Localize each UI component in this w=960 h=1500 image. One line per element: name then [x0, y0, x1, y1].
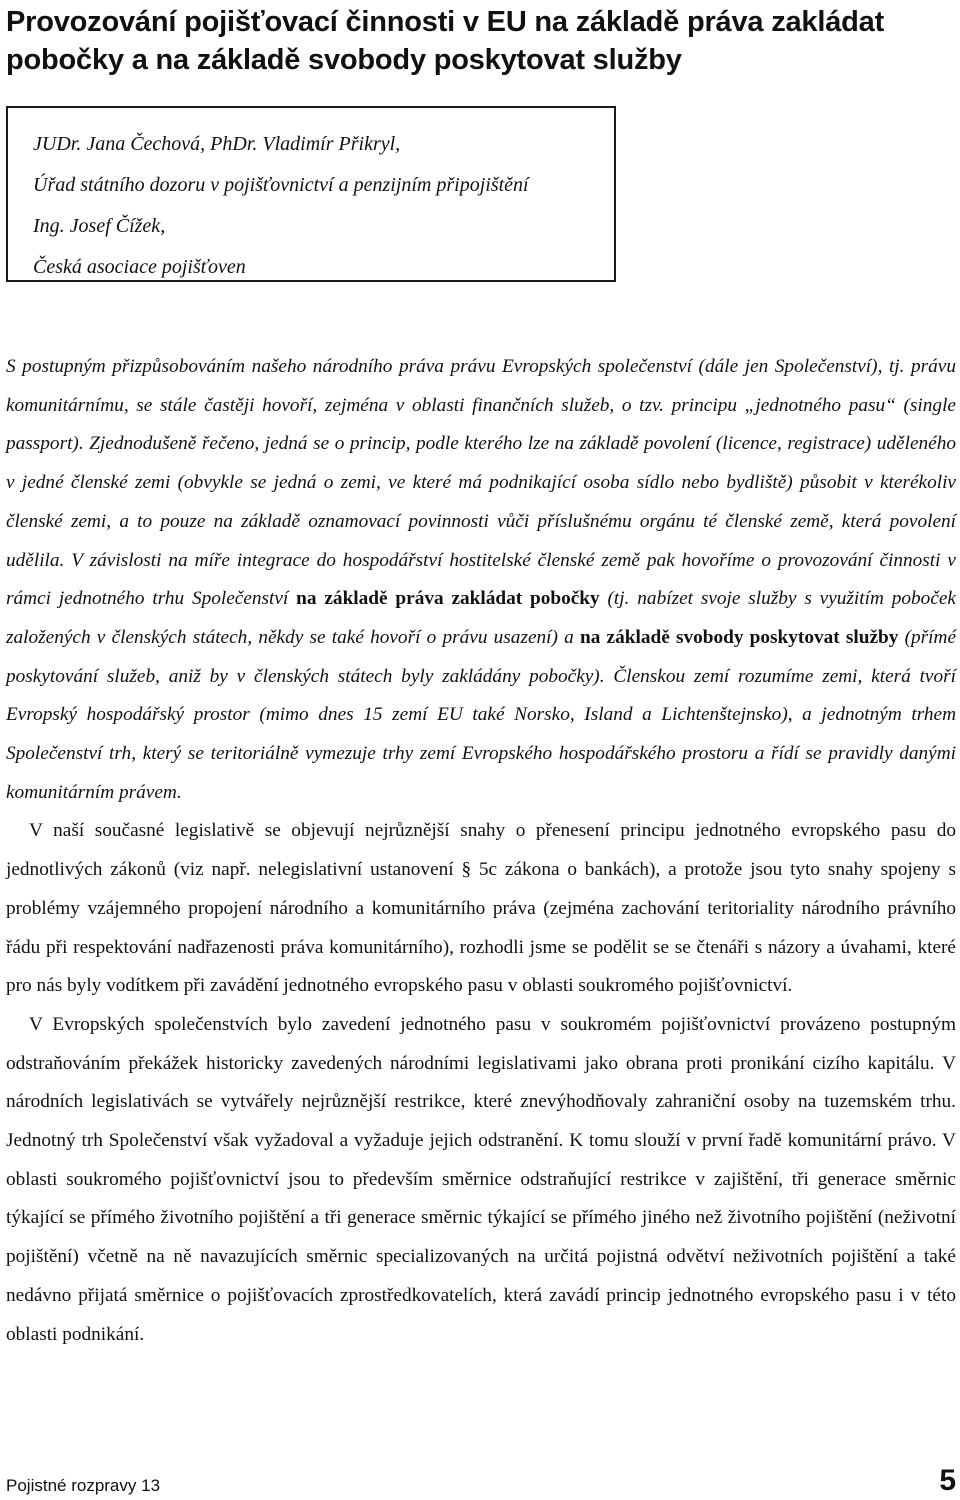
- paragraph-text: (přímé poskytování služeb, aniž by v členských státech byly zakládány pobočky). Členskou zemí rozumíme zemi, která tvoří Evropský hospodářský prostor (mimo dnes 15 zemí EU také Norsko, Island a Lichtenštejnsko), a jednotným trhem Společenství trh, který se teritoriálně vymezuje trhy zemí Evropského hospodářského prostoru a řídí se pravidly danými komunitárním právem.: [6, 626, 956, 803]
- bold-term-branches: na základě práva zakládat pobočky: [296, 588, 600, 610]
- paragraph-legislation: V naší současné legislativě se objevují nejrůznější snahy o přenesení principu jednotného evropského pasu do jednotlivých zákonů (viz např. nelegislativní ustanovení § 5c zákona o bankách), a protože jsou tyto snahy spojeny s problémy vzájemného propojení národního a komunitárního práva (zejména zachování teritoriality národního právního řádu při respektování nadřazenosti práva komunitárního), rozhodli jsme se podělit se se čtenáři s názory a úvahami, které pro nás byly vodítkem při zavádění jednotného evropského pasu v oblasti soukromého pojišťovnictví.: [6, 820, 956, 997]
- author-affiliation-line: Úřad státního dozoru v pojišťovnictví a penzijním připojištění: [33, 174, 529, 196]
- page-footer: [6, 1466, 956, 1496]
- author-name-line: Ing. Josef Čížek,: [33, 215, 166, 237]
- article-title: Provozování pojišťovací činnosti v EU na základě práva zakládat pobočky a na základě svobody poskytovat služby: [6, 6, 885, 76]
- author-names-line: JUDr. Jana Čechová, PhDr. Vladimír Přikryl,: [33, 133, 401, 155]
- page-number: 5: [939, 1464, 956, 1497]
- author-affiliation-line: Česká asociace pojišťoven: [33, 256, 246, 278]
- journal-name: Pojistné rozpravy 13: [6, 1476, 161, 1495]
- paragraph-text: S postupným přizpůsobováním našeho národního práva právu Evropských společenství (dále jen Společenství), tj. právu komunitárnímu, se stále častěji hovoří, zejména v oblasti finančních služeb, o tzv. principu „jednotného pasu“ (single passport). Zjednodušeně řečeno, jedná se o princip, podle kterého lze na základě povolení (licence, registrace) uděleného v jedné členské zemi (obvykle se jedná o zemi, ve které má podnikající osoba sídlo nebo bydliště) působit v kterékoliv členské zemi, a to pouze na základě oznamovací povinnosti vůči příslušnému orgánu té členské země, která povolení udělila. V závislosti na míře integrace do hospodářství hostitelské členské země pak hovoříme o provozování činnosti v rámci jednotného trhu Společenství: [6, 356, 956, 610]
- paragraph-intro: [6, 348, 956, 812]
- bold-term-services: na základě svobody poskytovat služby: [579, 626, 899, 648]
- paragraph-text: (tj. nabízet svoje služby s využitím poboček založených v členských státech, někdy se také hovoří o právu usazení) a: [6, 588, 956, 648]
- paragraph-history: V Evropských společenstvích bylo zavedení jednotného pasu v soukromém pojišťovnictví provázeno postupným odstraňováním překážek historicky zavedených národními legislativami jako obrana proti pronikání cizího kapitálu. V národních legislativách se vytvářely nejrůznější restrikce, které znevýhodňovaly zahraniční osoby na tuzemském trhu. Jednotný trh Společenství však vyžadoval a vyžaduje jejich odstranění. K tomu slouží v první řadě komunitární právo. V oblasti soukromého pojišťovnictví jsou to především směrnice odstraňující restrikce v zajištění, tři generace směrnic týkající se přímého životního pojištění a tři generace směrnic týkající se přímého jiného než životního pojištění (neživotní pojištění) včetně na ně navazujících směrnic specializovaných na určitá pojistná odvětví neživotních pojištění a také nedávno přijatá směrnice o pojišťovacích zprostředkovatelích, která zavádí princip jednotného evropského pasu i v této oblasti podnikání.: [6, 1013, 956, 1345]
- article-body: [6, 348, 956, 1354]
- authors-box: [6, 106, 616, 282]
